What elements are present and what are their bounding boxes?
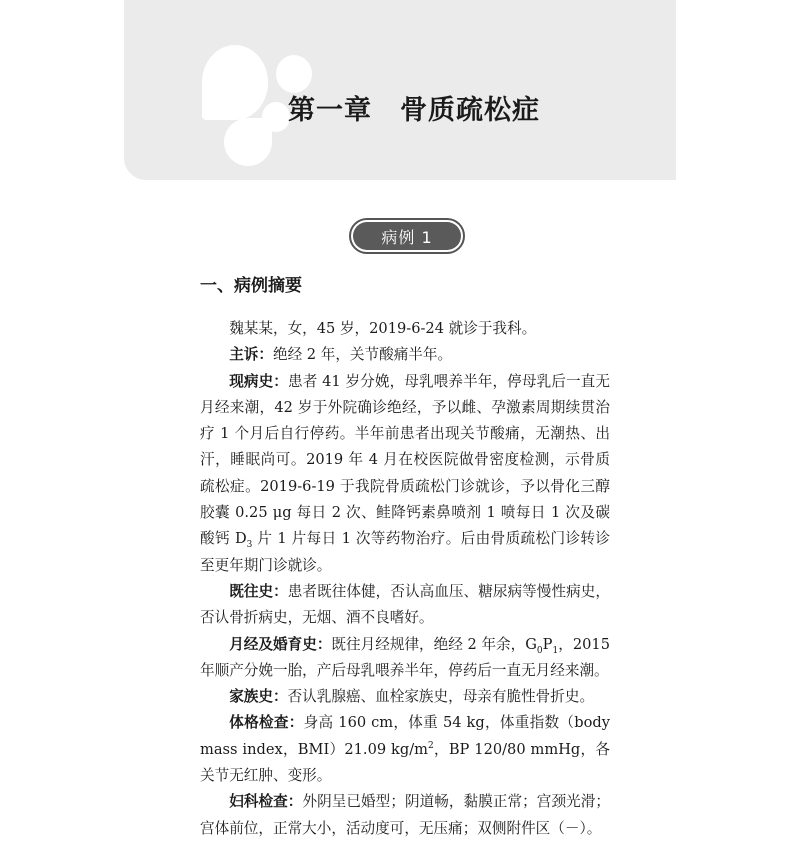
gravida-subscript: 0 bbox=[536, 645, 543, 656]
family-history-text: 否认乳腺癌、血栓家族史，母亲有脆性骨折史。 bbox=[287, 688, 595, 706]
present-illness-label: 现病史： bbox=[229, 372, 288, 390]
gynecologic-exam-label: 妇科检查： bbox=[229, 793, 303, 811]
present-illness-subscript: 3 bbox=[246, 540, 253, 551]
present-illness-text: 患者 41 岁分娩，母乳喂养半年，停母乳后一直无月经来潮，42 岁于外院确诊绝经，予以雌、孕激素周期续贯治疗 1 个月后自行停药。半年前患者出现关节酸痛，无潮热、出汗，睡眠尚可。2019 年 4 月在校医院做骨密度检测，示骨质疏松症。2019-6-19 于我院骨质疏松门诊就诊，予以骨化三醇胶囊 0.25 μg 每日 2 次、鲑降钙素鼻喷剂 1 喷每日 1 次及碳酸钙 D bbox=[200, 372, 610, 548]
chief-complaint-paragraph bbox=[200, 342, 610, 368]
present-illness-text-cont: 片 1 片每日 1 次等药物治疗。后由骨质疏松门诊转诊至更年期门诊就诊。 bbox=[200, 530, 610, 574]
chief-complaint-label: 主诉： bbox=[229, 346, 273, 364]
physical-exam-text-cont: ，BP 120/80 mmHg，各关节无红肿、变形。 bbox=[200, 740, 610, 785]
menstrual-history-label: 月经及婚育史： bbox=[229, 635, 332, 653]
section-heading: 一、病例摘要 bbox=[200, 276, 302, 296]
gynecologic-exam-text: 外阴呈已婚型；阴道畅，黏膜正常；宫颈光滑；宫体前位，正常大小，活动度可，无压痛；双侧附件区（－）。 bbox=[200, 793, 610, 837]
case-summary-body bbox=[200, 316, 610, 842]
gynecologic-exam-paragraph bbox=[200, 789, 610, 842]
menstrual-history-text-cont: ，2015 年顺产分娩一胎，产后母乳喂养半年，停药后一直无月经来潮。 bbox=[200, 635, 610, 679]
present-illness-paragraph bbox=[200, 369, 610, 579]
decorative-shape bbox=[262, 102, 290, 132]
decorative-shape bbox=[202, 45, 268, 120]
case-badge-label: 病例 1 bbox=[353, 222, 461, 250]
physical-exam-text: 身高 160 cm，体重 54 kg，体重指数（body mass index，BMI）21.09 kg/m bbox=[200, 714, 610, 758]
family-history-label: 家族史： bbox=[229, 688, 288, 706]
case-badge bbox=[349, 218, 465, 254]
chief-complaint-text: 绝经 2 年，关节酸痛半年。 bbox=[272, 346, 453, 364]
intro-paragraph bbox=[200, 316, 610, 342]
bmi-unit-superscript: 2 bbox=[427, 740, 434, 751]
past-history-text: 患者既往体健，否认高血压、糖尿病等慢性病史，否认骨折病史，无烟、酒不良嗜好。 bbox=[200, 582, 610, 627]
past-history-label: 既往史： bbox=[229, 582, 288, 600]
chapter-title: 第一章 骨质疏松症 bbox=[288, 95, 540, 126]
physical-exam-label: 体格检查： bbox=[229, 714, 304, 732]
physical-exam-paragraph bbox=[200, 710, 610, 789]
family-history-paragraph bbox=[200, 684, 610, 710]
menstrual-history-text-p: P bbox=[542, 635, 553, 653]
menstrual-history-text: 既往月经规律，绝经 2 年余，G bbox=[331, 635, 537, 653]
para-subscript: 1 bbox=[552, 645, 559, 656]
menstrual-history-paragraph bbox=[200, 632, 610, 685]
past-history-paragraph bbox=[200, 579, 610, 632]
intro-text: 魏某某，女，45 岁，2019-6-24 就诊于我科。 bbox=[229, 320, 537, 337]
